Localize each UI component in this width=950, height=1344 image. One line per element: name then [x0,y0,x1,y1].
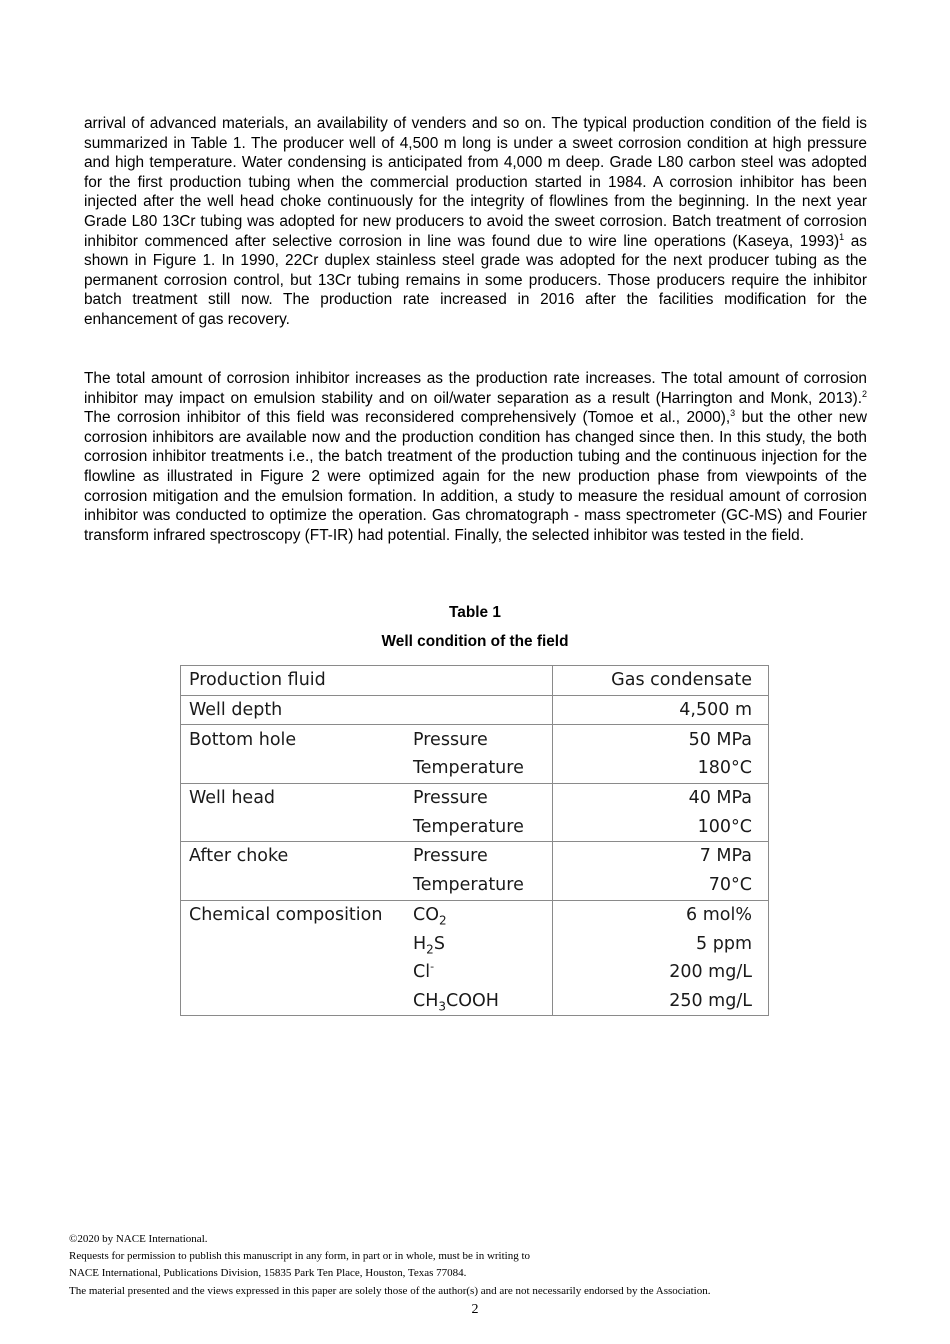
param-value: 200 mg/L [553,958,769,987]
row-label: Production fluid [181,666,553,696]
param-label: Temperature [413,875,524,896]
param-value: 180°C [553,754,769,783]
citation-ref-2: 2 [861,388,867,399]
table-row [181,812,769,841]
body-paragraph-2: The total amount of corrosion inhibitor increases as the production rate increases. The total amount of corrosion inhibitor may impact on emulsion stability and on oil/water separation as a result (Harrington and Monk, 2013).$^2$ The corrosion inhibitor of this field was reconsidered comprehensively (Tomoe et al., 2000),$^3$ but the other new corrosion inhibitors are available now and the production condition has changed since then. In this study, the both corrosion inhibitor treatments i.e., the batch treatment of the production tubing and the continuous injection for the flowline as illustrated in Figure 2 were optimized again for the new production phase from viewpoints of the corrosion mitigation and the emulsion formation. In addition, a study to measure the residual amount of corrosion inhibitor was conducted to optimize the operation. Gas chromatograph - mass spectrometer (GC-MS) and Fourier transform infrared spectroscopy (FT-IR) had potential. Finally, the selected inhibitor was tested in the field. [84,370,867,544]
group-label: After choke [181,842,406,871]
page-footer [69,1231,889,1300]
table-row [181,958,769,987]
param-value: 6 mol% [553,900,769,929]
group-label: Well head [181,783,406,812]
species-chloride: Cl- [413,960,435,983]
species-co2: $CO_2$ [405,900,553,929]
param-value: 5 ppm [553,929,769,958]
param-value: 7 MPa [553,842,769,871]
citation-ref-1: 1 [839,231,845,242]
param-label: Pressure [405,725,553,754]
footer-copyright: ©2020 by NACE International. [69,1233,208,1245]
table-row [181,842,769,871]
row-value: Gas condensate [553,666,769,696]
table-row [181,929,769,958]
param-value: 100°C [553,812,769,841]
row-value: 4,500 m [553,695,769,725]
table-row [181,754,769,783]
table-row [181,871,769,900]
group-label: Chemical composition [181,900,406,929]
table-title: Well condition of the field [381,633,569,650]
body-paragraph-1: arrival of advanced materials, an availability of venders and so on. The typical production condition of the field is summarized in Table 1. The producer well of 4,500 m long is under a sweet corrosion condition at high pressure and high temperature. Water condensing is anticipated from 4,000 m deep. Grade L80 carbon steel was adopted for the first production tubing when the commercial production started in 1984. A corrosion inhibitor has been injected after the well head choke continuously for the integrity of flowlines from the beginning. In the next year Grade L80 13Cr tubing was adopted for new producers to avoid the sweet corrosion. Batch treatment of corrosion inhibitor commenced after selective corrosion in line was found due to wire line operations (Kaseya, 1993)$^1$ as shown in Figure 1. In 1990, 22Cr duplex stainless steel grade was adopted for the next producer tubing as the permanent corrosion control, but 13Cr tubing remains in some producers. Those producers require the inhibitor batch treatment still now. The production rate increased in 2016 after the facilities modification for the enhancement of gas recovery. [84,115,868,328]
param-label: Temperature [413,816,524,837]
table-row [181,666,769,696]
param-label: Pressure [405,842,553,871]
table-row [181,987,769,1016]
page-number: 2 [471,1302,479,1317]
table-number: Table 1 [449,604,501,621]
param-value: 250 mg/L [553,987,769,1016]
well-condition-table [180,665,769,1016]
table-row [181,783,769,812]
param-value: 70°C [553,871,769,900]
table-row [181,900,769,929]
footer-disclaimer: The material presented and the views expressed in this paper are solely those of the author(s) and are not necessarily endorsed by the Association. [69,1284,711,1297]
table-row [181,695,769,725]
table-row [181,725,769,754]
footer-permission: Requests for permission to publish this manuscript in any form, in part or in whole, must be in writing to [69,1250,531,1263]
row-label: Well depth [181,695,553,725]
group-label: Bottom hole [181,725,406,754]
footer-address: NACE International, Publications Division, 15835 Park Ten Place, Houston, Texas 77084. [69,1267,467,1280]
param-label: Temperature [413,758,524,779]
species-acetic-acid: $CH_3COOH$ [405,987,553,1016]
param-value: 50 MPa [553,725,769,754]
citation-ref-3: 3 [730,408,736,419]
param-label: Pressure [405,783,553,812]
species-h2s: $H_2S$ [413,933,445,957]
param-value: 40 MPa [553,783,769,812]
